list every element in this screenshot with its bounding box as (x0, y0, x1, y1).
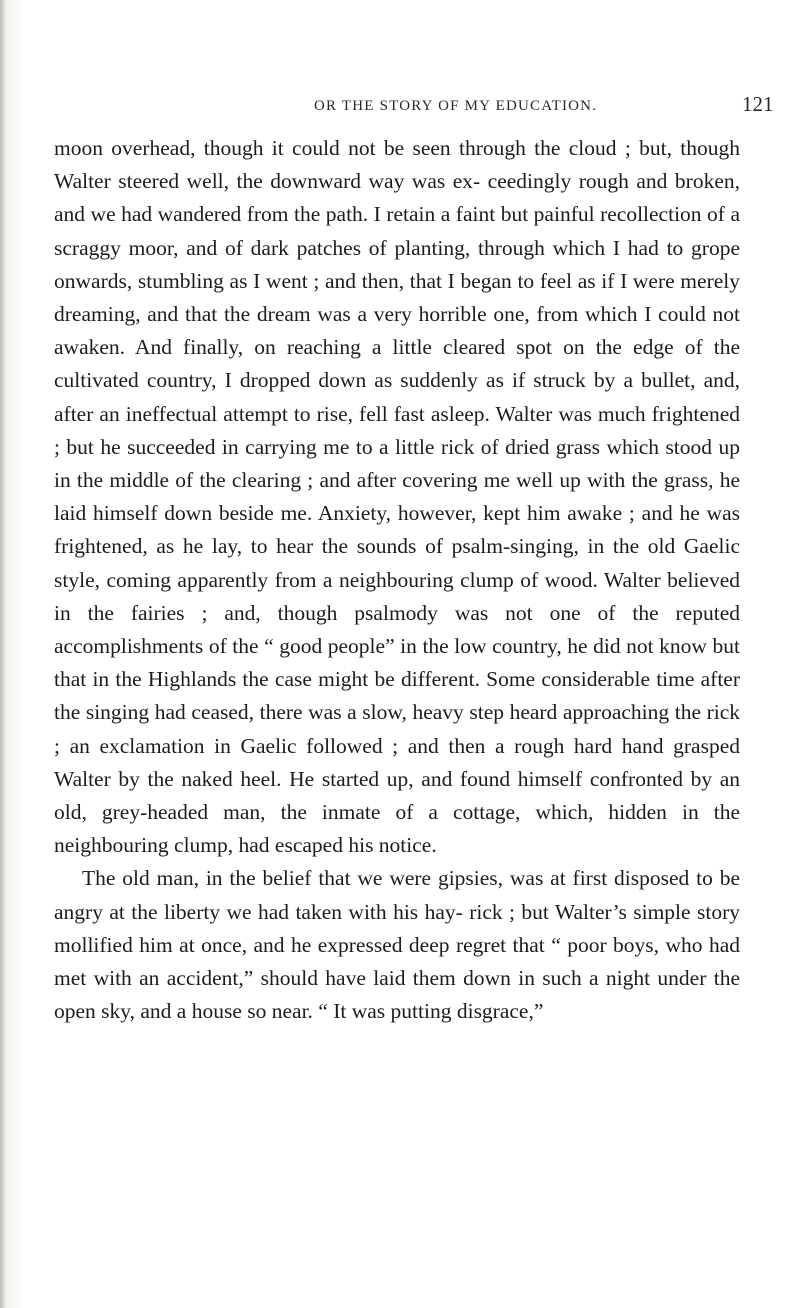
spine-shadow (0, 0, 6, 1308)
body-text (54, 132, 740, 1028)
paragraph-2: The old man, in the belief that we were gipsies, was at first disposed to be angry at the liberty we had taken with his hay- rick ; but Walter’s simple story mollified him at once, and he expressed deep regret that “ poor boys, who had met with an accident,” should have laid them down in such a night under the open sky, and a house so near. “ It was putting disgrace,” (54, 866, 740, 1024)
running-title: OR THE STORY OF MY EDUCATION. (314, 98, 598, 114)
page-number: 121 (742, 92, 774, 116)
paragraph-1: moon overhead, though it could not be seen through the cloud ; but, though Walter steered well, the downward way was ex- ceedingly rough and broken, and we had wandered from the path. I retain a faint but painful recollection of a scraggy moor, and of dark patches of planting, through which I had to grope onwards, stumbling as I went ; and then, that I began to feel as if I were merely dreaming, and that the dream was a very horrible one, from which I could not awaken. And finally, on reaching a little cleared spot on the edge of the cultivated country, I dropped down as suddenly as if struck by a bullet, and, after an ineffectual attempt to rise, fell fast asleep. Walter was much frightened ; but he succeeded in carrying me to a little rick of dried grass which stood up in the middle of the clearing ; and after covering me well up with the grass, he laid himself down beside me. Anxiety, however, kept him awake ; and he was frightened, as he lay, to hear the sounds of psalm-singing, in the old Gaelic style, coming apparently from a neighbouring clump of wood. Walter believed in the fairies ; and, though psalmody was not one of the reputed accomplishments of the “ good people” in the low country, he did not know but that in the Highlands the case might be different. Some considerable time after the singing had ceased, there was a slow, heavy step heard approaching the rick ; an exclamation in Gaelic followed ; and then a rough hard hand grasped Walter by the naked heel. He started up, and found himself confronted by an old, grey-headed man, the inmate of a cottage, which, hidden in the neighbouring clump, had escaped his notice. (54, 136, 740, 858)
running-head (0, 92, 800, 122)
